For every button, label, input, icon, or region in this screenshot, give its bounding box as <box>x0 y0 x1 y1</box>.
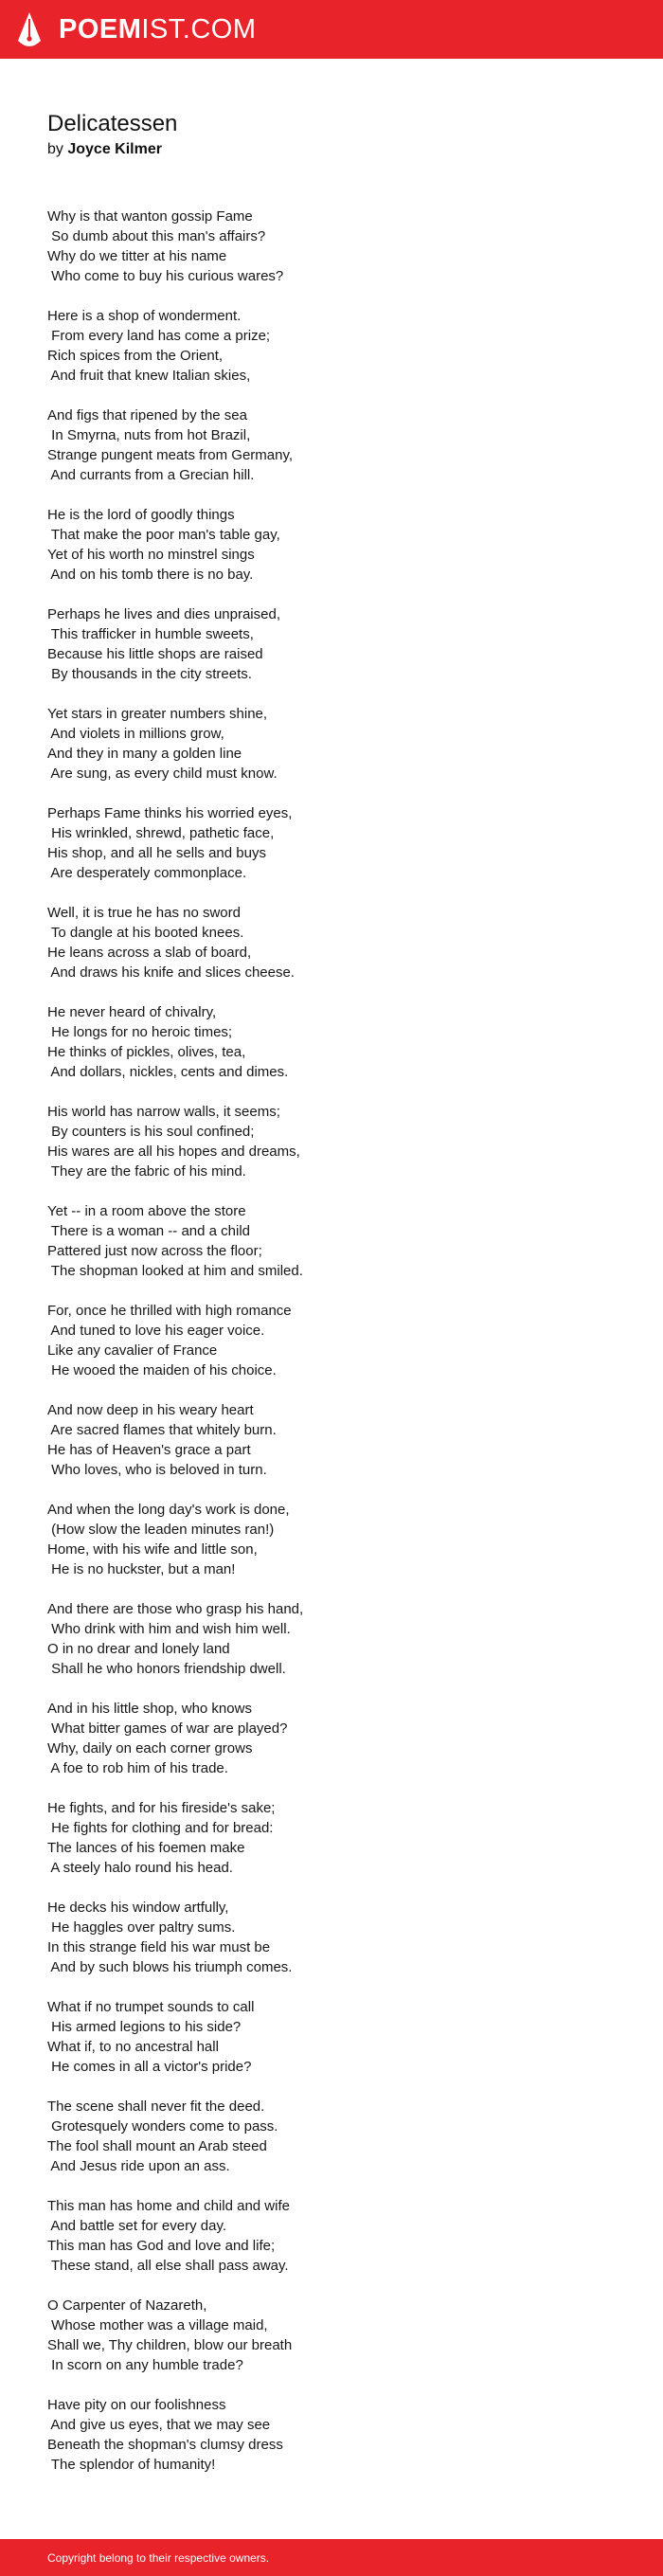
poem-stanza <box>47 1798 303 1898</box>
poem-line: His wrinkled, shrewd, pathetic face, <box>47 825 275 841</box>
poem-line: What if no trumpet sounds to call <box>47 1999 255 2015</box>
poem-stanza <box>47 505 303 604</box>
poem-line: And dollars, nickles, cents and dimes. <box>47 1064 289 1080</box>
poem-line: He longs for no heroic times; <box>47 1024 233 1040</box>
poem-line: And currants from a Grecian hill. <box>47 467 255 483</box>
poem-line: Have pity on our foolishness <box>47 2397 226 2413</box>
poem-line: Yet stars in greater numbers shine, <box>47 706 268 722</box>
poem-line: Like any cavalier of France <box>47 1342 218 1359</box>
poem-line: He leans across a slab of board, <box>47 945 252 961</box>
poem-line: He haggles over paltry sums. <box>47 1919 236 1936</box>
poem-stanza <box>47 2296 303 2395</box>
poem-line: He has of Heaven's grace a part <box>47 1442 251 1458</box>
poem-stanza <box>47 306 303 405</box>
poem-line: A steely halo round his head. <box>47 1860 233 1876</box>
poem-author: Joyce Kilmer <box>67 141 162 157</box>
poem-line: These stand, all else shall pass away. <box>47 2258 289 2274</box>
poem-line: Pattered just now across the floor; <box>47 1243 262 1259</box>
poem-line: And Jesus ride upon an ass. <box>47 2158 230 2174</box>
poem-line: Perhaps he lives and dies unpraised, <box>47 606 280 622</box>
poem-line: He is the lord of goodly things <box>47 507 235 523</box>
poem-stanza <box>47 405 303 505</box>
poem-stanza <box>47 1400 303 1500</box>
poem-line: Here is a shop of wonderment. <box>47 308 242 324</box>
poem-line: And by such blows his triumph comes. <box>47 1959 293 1975</box>
poem-line: Who loves, who is beloved in turn. <box>47 1462 267 1478</box>
poem-line: And there are those who grasp his hand, <box>47 1601 304 1617</box>
poem-line: That make the poor man's table gay, <box>47 527 280 543</box>
poem-line: He fights, and for his fireside's sake; <box>47 1800 276 1816</box>
poem-line: This man has home and child and wife <box>47 2198 290 2214</box>
poem-line: And now deep in his weary heart <box>47 1402 254 1418</box>
poem-stanza <box>47 903 303 1002</box>
poem-line: To dangle at his booted knees. <box>47 925 244 941</box>
poem-line: He never heard of chivalry, <box>47 1004 217 1020</box>
poem-line: And violets in millions grow, <box>47 726 224 742</box>
poem-line: Are desperately commonplace. <box>47 865 247 881</box>
poem-line: Home, with his wife and little son, <box>47 1541 258 1558</box>
byline-prefix: by <box>47 141 63 157</box>
poem-stanza <box>47 2395 303 2495</box>
poem-line: He is no huckster, but a man! <box>47 1561 236 1577</box>
site-header <box>0 0 663 59</box>
poem-line: Strange pungent meats from Germany, <box>47 447 294 463</box>
poem-line: And battle set for every day. <box>47 2218 226 2234</box>
poem-line: They are the fabric of his mind. <box>47 1163 246 1180</box>
poem-line: His wares are all his hopes and dreams, <box>47 1144 300 1160</box>
poem-line: And on his tomb there is no bay. <box>47 567 254 583</box>
poem-line: In scorn on any humble trade? <box>47 2357 243 2373</box>
poem-line: His world has narrow walls, it seems; <box>47 1104 280 1120</box>
poem-line: Shall he who honors friendship dwell. <box>47 1661 286 1677</box>
poem-line: Who drink with him and wish him well. <box>47 1621 291 1637</box>
poem-line: Shall we, Thy children, blow our breath <box>47 2337 293 2353</box>
poem-line: Perhaps Fame thinks his worried eyes, <box>47 805 293 821</box>
poem-line: He wooed the maiden of his choice. <box>47 1362 277 1378</box>
site-brand-link[interactable] <box>59 12 257 46</box>
site-footer <box>0 2539 663 2576</box>
poem-title: Delicatessen <box>47 111 178 136</box>
poem-line: His armed legions to his side? <box>47 2019 242 2035</box>
poem-line: O Carpenter of Nazareth, <box>47 2297 207 2314</box>
poem-line: This man has God and love and life; <box>47 2238 276 2254</box>
poem-line: Why, daily on each corner grows <box>47 1740 253 1756</box>
poem-line: Are sacred flames that whitely burn. <box>47 1422 277 1438</box>
poem-line: The lances of his foemen make <box>47 1840 245 1856</box>
poem-line: He thinks of pickles, olives, tea, <box>47 1044 246 1060</box>
poem-line: Because his little shops are raised <box>47 646 263 662</box>
poem-line: Grotesquely wonders come to pass. <box>47 2118 278 2135</box>
poem-stanza <box>47 207 303 306</box>
poem-line: Yet of his worth no minstrel sings <box>47 547 255 563</box>
poem-stanza <box>47 1997 303 2097</box>
poem-stanza <box>47 604 303 704</box>
poem-line: What bitter games of war are played? <box>47 1720 288 1737</box>
poem-stanza <box>47 1500 303 1599</box>
poem-line: In this strange field his war must be <box>47 1939 271 1955</box>
poem-line: There is a woman -- and a child <box>47 1223 250 1239</box>
poem-line: O in no drear and lonely land <box>47 1641 230 1657</box>
poem-stanza <box>47 1898 303 1997</box>
poem-line: So dumb about this man's affairs? <box>47 228 266 244</box>
poem-line: Why do we titter at his name <box>47 248 227 264</box>
poem-line: Why is that wanton gossip Fame <box>47 208 253 225</box>
poem-line: Yet -- in a room above the store <box>47 1203 246 1219</box>
poem-line: A foe to rob him of his trade. <box>47 1760 228 1776</box>
poem-line: Are sung, as every child must know. <box>47 766 278 782</box>
poem-line: And draws his knife and slices cheese. <box>47 964 295 981</box>
poem-line: And figs that ripened by the sea <box>47 407 247 423</box>
poem-line: The splendor of humanity! <box>47 2457 216 2473</box>
poem-line: And in his little shop, who knows <box>47 1701 252 1717</box>
brand-name-light: IST.COM <box>141 14 257 45</box>
poem-line: The shopman looked at him and smiled. <box>47 1263 303 1279</box>
poem-line: By counters is his soul confined; <box>47 1124 255 1140</box>
brand-name-bold: POEM <box>59 14 142 45</box>
poem-byline <box>47 139 162 160</box>
poem-line: For, once he thrilled with high romance <box>47 1303 292 1319</box>
pen-nib-logo-icon[interactable] <box>16 11 43 47</box>
poem-stanza <box>47 2097 303 2196</box>
poem-line: The fool shall mount an Arab steed <box>47 2138 267 2154</box>
poem-line: (How slow the leaden minutes ran!) <box>47 1522 275 1538</box>
poem-line: His shop, and all he sells and buys <box>47 845 266 861</box>
poem-line: And they in many a golden line <box>47 746 242 762</box>
poem-line: Well, it is true he has no sword <box>47 905 241 921</box>
poem-line: Rich spices from the Orient, <box>47 348 224 364</box>
poem-line: What if, to no ancestral hall <box>47 2039 219 2055</box>
poem-stanza <box>47 704 303 803</box>
poem-line: He decks his window artfully, <box>47 1900 229 1916</box>
poem-body <box>47 207 303 2495</box>
poem-stanza <box>47 1699 303 1798</box>
poem-stanza <box>47 1599 303 1699</box>
poem-line: From every land has come a prize; <box>47 328 271 344</box>
poem-stanza <box>47 2196 303 2296</box>
poem-line: He comes in all a victor's pride? <box>47 2059 252 2075</box>
poem-line: The scene shall never fit the deed. <box>47 2099 265 2115</box>
poem-line: Whose mother was a village maid, <box>47 2317 268 2333</box>
poem-line: By thousands in the city streets. <box>47 666 252 682</box>
poem-line: And give us eyes, that we may see <box>47 2417 271 2433</box>
poem-stanza <box>47 803 303 903</box>
poem-line: And fruit that knew Italian skies, <box>47 368 251 384</box>
poem-line: He fights for clothing and for bread: <box>47 1820 274 1836</box>
poem-line: And when the long day's work is done, <box>47 1502 290 1518</box>
poem-line: Beneath the shopman's clumsy dress <box>47 2437 283 2453</box>
poem-line: Who come to buy his curious wares? <box>47 268 284 284</box>
poem-stanza <box>47 1201 303 1301</box>
poem-line: In Smyrna, nuts from hot Brazil, <box>47 427 251 443</box>
poem-line: And tuned to love his eager voice. <box>47 1323 265 1339</box>
poem-stanza <box>47 1002 303 1102</box>
poem-line: This trafficker in humble sweets, <box>47 626 254 642</box>
copyright-notice: Copyright belong to their respective owners. <box>47 2551 270 2565</box>
poem-stanza <box>47 1301 303 1400</box>
poem-stanza <box>47 1102 303 1201</box>
